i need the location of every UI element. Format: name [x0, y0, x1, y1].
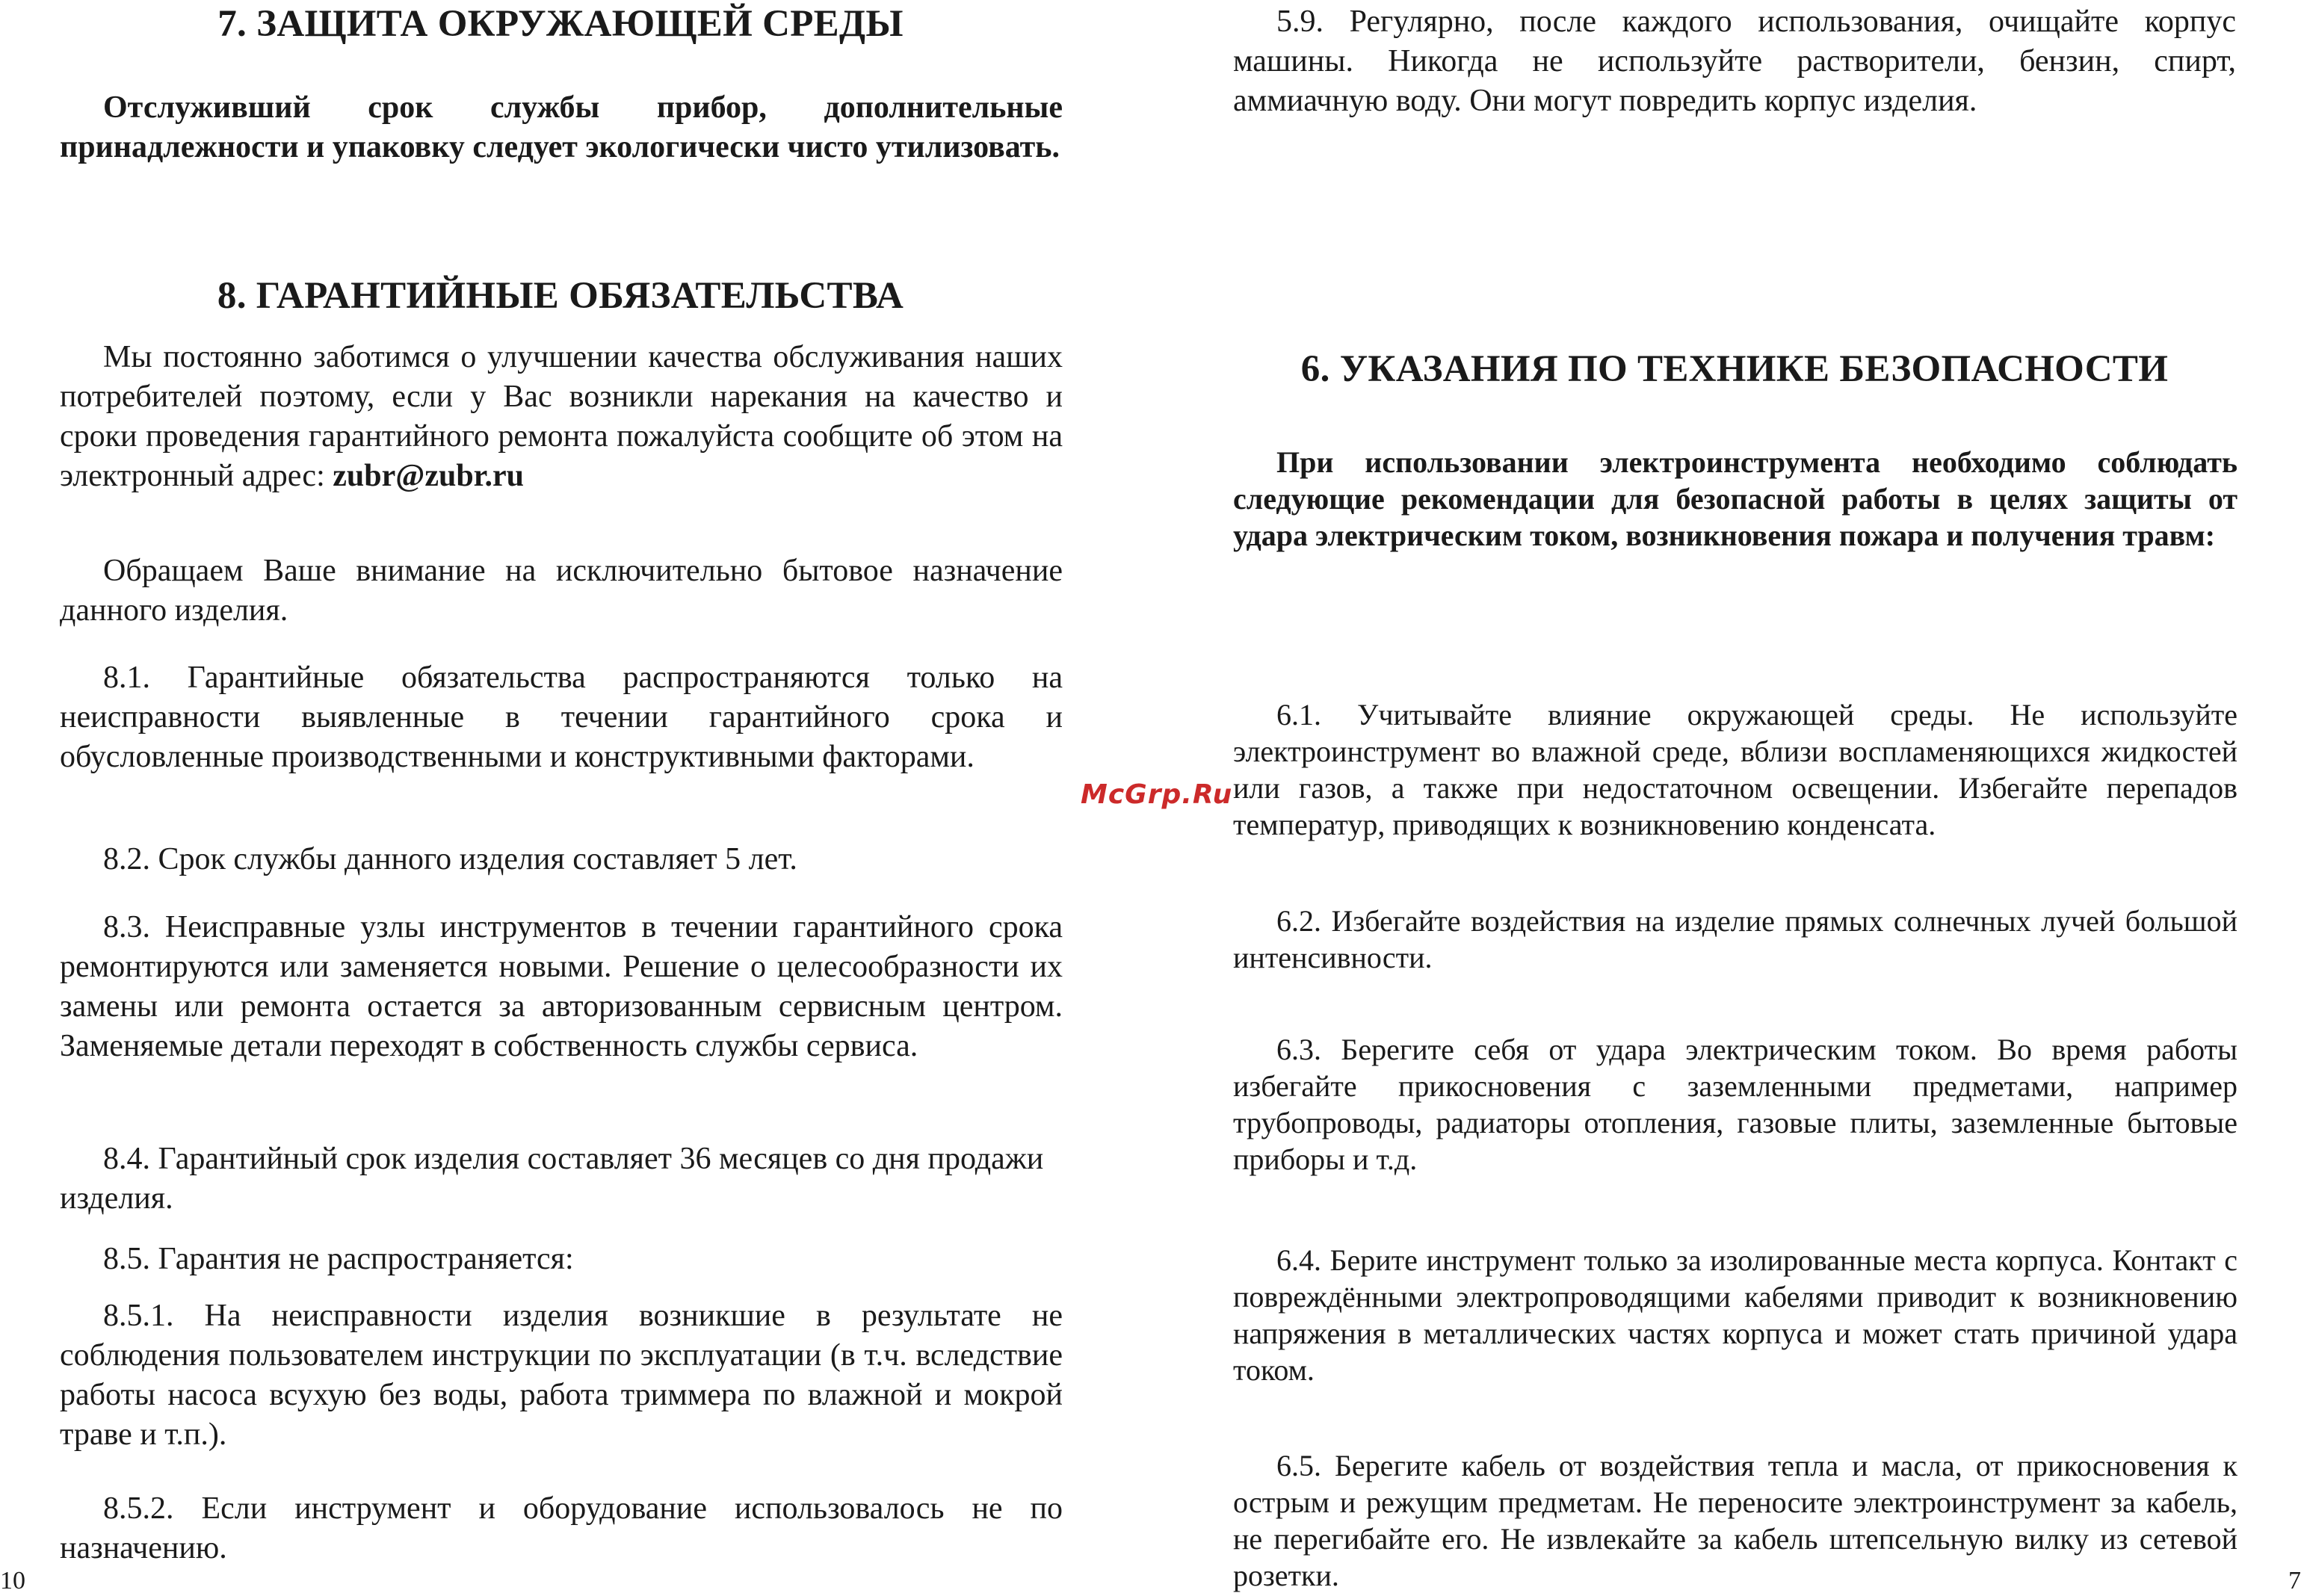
clause-8-4: 8.4. Гарантийный срок изделия составляет 36 месяцев со дня продажи изделия. [60, 1142, 1044, 1216]
clause-8-1: 8.1. Гарантийные обязательства распространяются только на неисправности выявленные в течении гарантийного срока и обусловленные производственными и конструктивными факторами. [60, 661, 1063, 774]
clause-6-5: 6.5. Берегите кабель от воздействия тепла и масла, от прикосновения к острым и режущим предметам. Не переносите электроинструмент за кабель, не перегибайте его. Не извлекайте за кабель штепсельную вилку из сетевой розетки. [1233, 1449, 2237, 1592]
clause-6-3: 6.3. Берегите себя от удара электрическим током. Во время работы избегайте прикосновения с заземленными предметами, например трубопроводы, радиаторы отопления, газовые плиты, заземленные бытовые приборы и т.д. [1233, 1033, 2237, 1176]
clause-8-2: 8.2. Срок службы данного изделия составляет 5 лет. [103, 842, 797, 876]
clause-6-4: 6.4. Берите инструмент только за изолированные места корпуса. Контакт с повреждёнными электропроводящими кабелями приводит к возникновению напряжения в металлических частях корпуса и может стать причиной удара током. [1233, 1243, 2237, 1387]
section-6-heading: 6. УКАЗАНИЯ ПО ТЕХНИКЕ БЕЗОПАСНОСТИ [1300, 348, 2169, 390]
warranty-intro [60, 338, 1063, 496]
section-7-heading: 7. ЗАЩИТА ОКРУЖАЮЩЕЙ СРЕДЫ [217, 3, 904, 45]
page-number-right: 7 [2288, 1567, 2301, 1595]
clause-8-5: 8.5. Гарантия не распространяется: [103, 1242, 574, 1276]
warranty-intro-text: Мы постоянно заботимся о улучшении качества обслуживания наших потребителей поэтому, если у Вас возникли нарекания на качество и сроки проведения гарантийного ремонта пожалуйста сообщите об этом на электронный адрес: [60, 340, 1063, 493]
watermark: McGrp.Ru [1081, 779, 1233, 810]
clause-6-1: 6.1. Учитывайте влияние окружающей среды. Не используйте электроинструмент во влажной среде, вблизи воспламеняющихся жидкостей или газов, а также при недостаточном освещении. Избегайте перепадов температур, приводящих к возникновению конденсата. [1233, 698, 2237, 841]
page-number-left: 10 [0, 1567, 25, 1595]
clause-6-2: 6.2. Избегайте воздействия на изделие прямых солнечных лучей большой интенсивности. [1233, 904, 2237, 974]
support-email[interactable]: zubr@zubr.ru [333, 459, 524, 493]
safety-intro: При использовании электроинструмента необходимо соблюдать следующие рекомендации для безопасной работы в целях защиты от удара электрическим током, возникновения пожара и получения травм: [1233, 445, 2237, 552]
section-8-heading: 8. ГАРАНТИЙНЫЕ ОБЯЗАТЕЛЬСТВА [217, 275, 904, 317]
clause-5-9: 5.9. Регулярно, после каждого использования, очищайте корпус машины. Никогда не используйте растворители, бензин, спирт, аммиачную воду. Они могут повредить корпус изделия. [1233, 4, 2236, 118]
section-7-text: Отслуживший срок службы прибор, дополнительные принадлежности и упаковку следует экологически чисто утилизовать. [60, 90, 1063, 164]
household-use-note: Обращаем Ваше внимание на исключительно бытовое назначение данного изделия. [60, 554, 1063, 628]
clause-8-5-1: 8.5.1. На неисправности изделия возникшие в результате не соблюдения пользователем инструкции по эксплуатации (в т.ч. вследствие работы насоса всухую без воды, работа триммера по влажной и мокрой траве и т.п.). [60, 1299, 1063, 1452]
clause-8-5-2: 8.5.2. Если инструмент и оборудование использовалось не по назначению. [60, 1491, 1063, 1565]
clause-8-3: 8.3. Неисправные узлы инструментов в течении гарантийного срока ремонтируются или заменяется новыми. Решение о целесообразности их замены или ремонта остается за авторизованным сервисным центром. Заменяемые детали переходят в собственность службы сервиса. [60, 910, 1063, 1063]
